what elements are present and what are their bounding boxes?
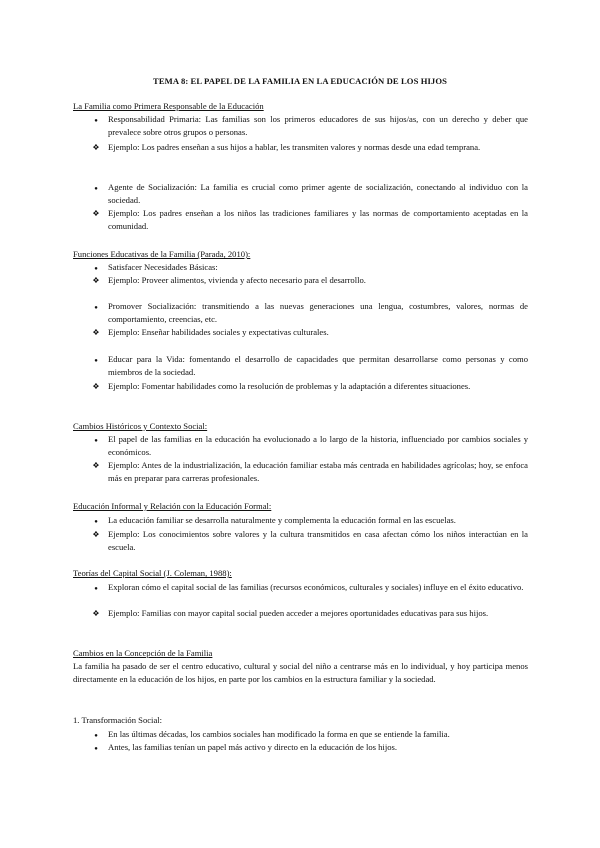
section-heading-primera-responsable: La Familia como Primera Responsable de la Educación xyxy=(73,101,264,111)
bullet-diamond-icon xyxy=(90,459,102,473)
section-heading-educacion-informal: Educación Informal y Relación con la Educación Formal: xyxy=(73,501,272,511)
list-item: Ejemplo: Familias con mayor capital social pueden acceder a mejores oportunidades educativas para sus hijos. xyxy=(108,608,489,618)
bullet-dot-icon xyxy=(90,353,102,368)
list-item: El papel de las familias en la educación ha evolucionado a lo largo de la historia, influenciado por cambios sociales y económicos. xyxy=(108,434,528,457)
list-item: En las últimas décadas, los cambios sociales han modificado la forma en que se entiende la familia. xyxy=(108,729,450,739)
bullet-diamond-icon xyxy=(90,274,102,288)
list-item: Promover Socialización: transmitiendo a las nuevas generaciones una lengua, costumbres, valores, normas de comportamiento, creencias, etc. xyxy=(108,301,528,324)
list-item: Ejemplo: Los conocimientos sobre valores y la cultura transmitidos en casa afectan cómo los niños interactúan en la escuela. xyxy=(108,529,528,552)
list-item: Ejemplo: Enseñar habilidades sociales y expectativas culturales. xyxy=(108,327,329,337)
list-item: Ejemplo: Los padres enseñan a los niños las tradiciones familiares y las normas de comportamiento aceptadas en la comunidad. xyxy=(108,208,528,231)
bullet-dot-icon xyxy=(90,433,102,448)
section-heading-capital-social: Teorías del Capital Social (J. Coleman, 1988): xyxy=(73,568,232,578)
bullet-dot-icon xyxy=(90,113,102,128)
list-item: Ejemplo: Los padres enseñan a sus hijos a hablar, les transmiten valores y normas desde una edad temprana. xyxy=(108,142,481,152)
bullet-diamond-icon xyxy=(90,207,102,221)
section-heading-cambios-historicos: Cambios Históricos y Contexto Social: xyxy=(73,421,208,431)
bullet-dot-icon xyxy=(90,741,102,756)
page-title: TEMA 8: EL PAPEL DE LA FAMILIA EN LA EDUCACIÓN DE LOS HIJOS xyxy=(153,76,447,86)
list-item: Agente de Socialización: La familia es crucial como primer agente de socialización, conectando al individuo con la sociedad. xyxy=(108,182,528,205)
bullet-dot-icon xyxy=(90,300,102,315)
section-heading-transformacion-social: 1. Transformación Social: xyxy=(73,715,163,725)
bullet-diamond-icon xyxy=(90,326,102,340)
list-item: Ejemplo: Antes de la industrialización, la educación familiar estaba más centrada en habilidades agrícolas; hoy, se enfoca más en preparar para carreras profesionales. xyxy=(108,460,528,483)
bullet-dot-icon xyxy=(90,181,102,196)
list-item: Satisfacer Necesidades Básicas: xyxy=(108,262,218,272)
list-item: Exploran cómo el capital social de las familias (recursos económicos, culturales y sociales) influye en el éxito educativo. xyxy=(108,582,524,592)
bullet-diamond-icon xyxy=(90,528,102,542)
bullet-diamond-icon xyxy=(90,141,102,155)
list-item: Ejemplo: Fomentar habilidades como la resolución de problemas y la adaptación a diferentes situaciones. xyxy=(108,381,471,391)
list-item: La educación familiar se desarrolla naturalmente y complementa la educación formal en las escuelas. xyxy=(108,515,456,525)
bullet-diamond-icon xyxy=(90,380,102,394)
paragraph: La familia ha pasado de ser el centro educativo, cultural y social del niño a centrarse más en lo individual, y hoy participa menos directamente en la educación de los hijos, en parte por los cambios en la estructura familiar y la sociedad. xyxy=(73,661,528,684)
bullet-dot-icon xyxy=(90,514,102,529)
list-item: Antes, las familias tenían un papel más activo y directo en la educación de los hijos. xyxy=(108,742,397,752)
section-heading-concepcion-familia: Cambios en la Concepción de la Familia xyxy=(73,648,213,658)
list-item: Educar para la Vida: fomentando el desarrollo de capacidades que permitan desarrollarse como personas y como miembros de la sociedad. xyxy=(108,354,528,377)
bullet-diamond-icon xyxy=(90,607,102,621)
list-item: Responsabilidad Primaria: Las familias son los primeros educadores de sus hijos/as, con un derecho y deber que prevalece sobre otros grupos o personas. xyxy=(108,114,528,137)
section-heading-funciones-educativas: Funciones Educativas de la Familia (Parada, 2010): xyxy=(73,249,251,259)
list-item: Ejemplo: Proveer alimentos, vivienda y afecto necesario para el desarrollo. xyxy=(108,275,366,285)
bullet-dot-icon xyxy=(90,581,102,596)
